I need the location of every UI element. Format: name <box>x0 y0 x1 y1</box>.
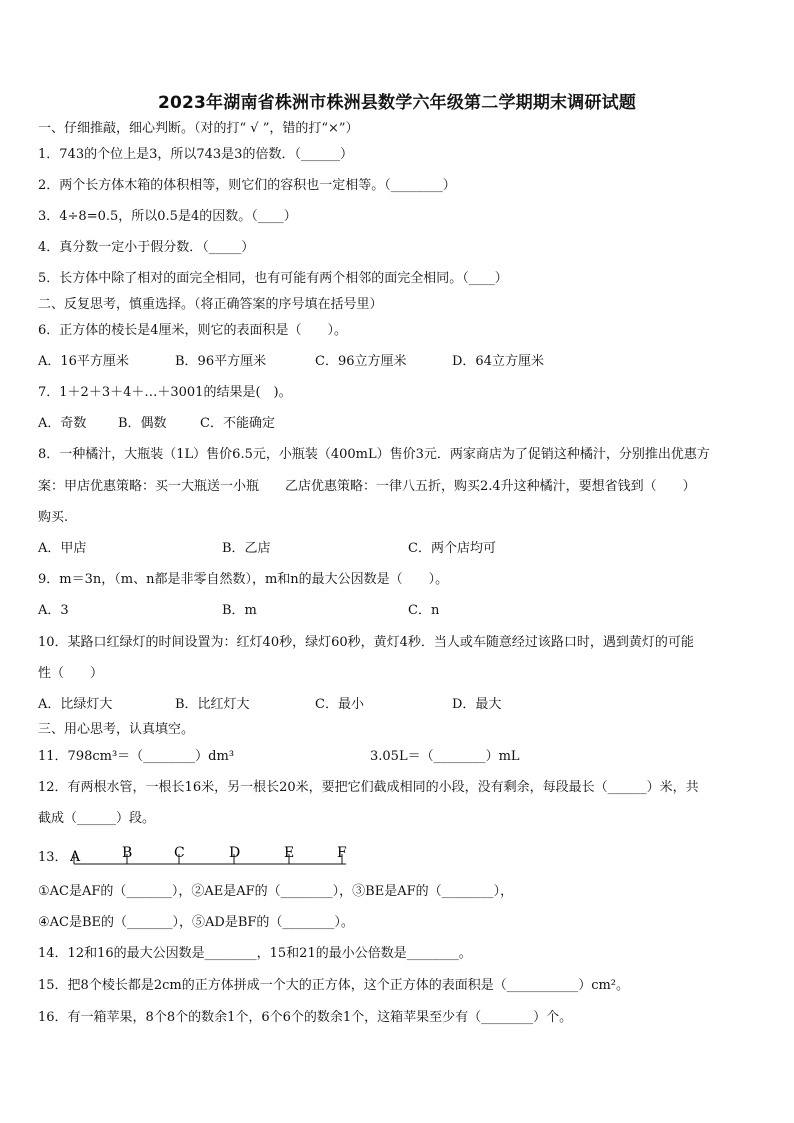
q10-option-a: A．比绿灯大 <box>38 697 113 712</box>
question-15: 15．把8个棱长都是2cm的正方体拼成一个大的正方体，这个正方体的表面积是（___________）cm²。 <box>38 978 630 993</box>
point-label-f: F <box>337 846 347 861</box>
point-label-a: A <box>70 849 81 865</box>
question-7: 7．1＋2＋3＋4＋…＋3001的结果是( )。 <box>38 385 292 400</box>
question-14: 14．12和16的最大公因数是________，15和21的最小公倍数是________。 <box>38 946 472 961</box>
point-label-c: C <box>174 846 185 861</box>
q9-option-c: C．n <box>408 603 440 618</box>
section-heading-1: 一、仔细推敲，细心判断。（对的打“ √ ”，错的打“×”） <box>38 121 359 136</box>
q10-option-b: B．比红灯大 <box>175 697 250 712</box>
section-heading-3: 三、用心思考，认真填空。 <box>38 722 195 737</box>
question-12-line1: 12．有两根水管，一根长16米，另一根长20米，要把它们截成相同的小段，没有剩余，每段最长（______）米，共 <box>38 780 699 795</box>
q6-option-c: C．96立方厘米 <box>315 354 407 369</box>
point-label-e: E <box>284 846 295 861</box>
q10-option-c: C．最小 <box>315 697 364 712</box>
question-6: 6．正方体的棱长是4厘米，则它的表面积是（ ）。 <box>38 323 348 338</box>
question-8-line3: 购买. <box>38 510 69 525</box>
q10-option-d: D．最大 <box>452 697 502 712</box>
q8-option-c: C．两个店均可 <box>408 541 496 556</box>
question-1: 1．743的个位上是3，所以743是3的倍数．（______） <box>38 147 353 162</box>
q13-segment-diagram <box>70 846 350 870</box>
question-8-line1: 8．一种橘汁，大瓶装（1L）售价6.5元，小瓶装（400mL）售价3元．两家商店为了促销这种橘汁，分别推出优惠方 <box>38 447 710 462</box>
page-title: 2023年湖南省株洲市株洲县数学六年级第二学期期末调研试题 <box>157 93 637 113</box>
section-heading-2: 二、反复思考，慎重选择。（将正确答案的序号填在括号里） <box>38 297 383 312</box>
q7-option-a: A．奇数 <box>38 416 87 431</box>
q6-option-a: A．16平方厘米 <box>38 354 129 369</box>
q8-option-a: A．甲店 <box>38 541 87 556</box>
question-4: 4．真分数一定小于假分数．（_____） <box>38 240 255 255</box>
q9-option-b: B．m <box>222 603 257 618</box>
q6-option-b: B．96平方厘米 <box>175 354 267 369</box>
q6-option-d: D．64立方厘米 <box>452 354 544 369</box>
question-12-line2: 截成（______）段。 <box>38 811 156 826</box>
question-16: 16．有一箱苹果，8个8个的数余1个，6个6个的数余1个，这箱苹果至少有（________）个。 <box>38 1010 573 1025</box>
question-2: 2．两个长方体木箱的体积相等，则它们的容积也一定相等。（________） <box>38 178 456 193</box>
point-label-b: B <box>122 846 133 861</box>
question-11-part2: 3.05L＝（________）mL <box>370 749 520 764</box>
q7-option-b: B．偶数 <box>118 416 167 431</box>
question-10-line1: 10．某路口红绿灯的时间设置为：红灯40秒，绿灯60秒，黄灯4秒．当人或车随意经过该路口时，遇到黄灯的可能 <box>38 635 694 650</box>
point-label-d: D <box>229 846 241 861</box>
question-8-line2: 案：甲店优惠策略：买一大瓶送一小瓶 乙店优惠策略：一律八五折，购买2.4升这种橘汁，要想省钱到（ ） <box>38 479 696 494</box>
q7-option-c: C．不能确定 <box>200 416 275 431</box>
question-13-label: 13． <box>38 850 68 865</box>
question-9: 9．m＝3n，（m、n都是非零自然数），m和n的最大公因数是（ ）。 <box>38 572 449 587</box>
q8-option-b: B．乙店 <box>222 541 271 556</box>
question-5: 5．长方体中除了相对的面完全相同，也有可能有两个相邻的面完全相同。（____） <box>38 271 508 286</box>
question-10-line2: 性（ ） <box>38 666 104 681</box>
q9-option-a: A．3 <box>38 603 69 618</box>
question-11-part1: 11．798cm³＝（________）dm³ <box>38 749 235 764</box>
question-3: 3．4÷8=0.5，所以0.5是4的因数。（____） <box>38 209 297 224</box>
question-13-line2: ④AC是BE的（_______），⑤AD是BF的（________）。 <box>38 915 354 930</box>
question-13-line1: ①AC是AF的（_______），②AE是AF的（________），③BE是AF的（________）， <box>38 884 514 899</box>
